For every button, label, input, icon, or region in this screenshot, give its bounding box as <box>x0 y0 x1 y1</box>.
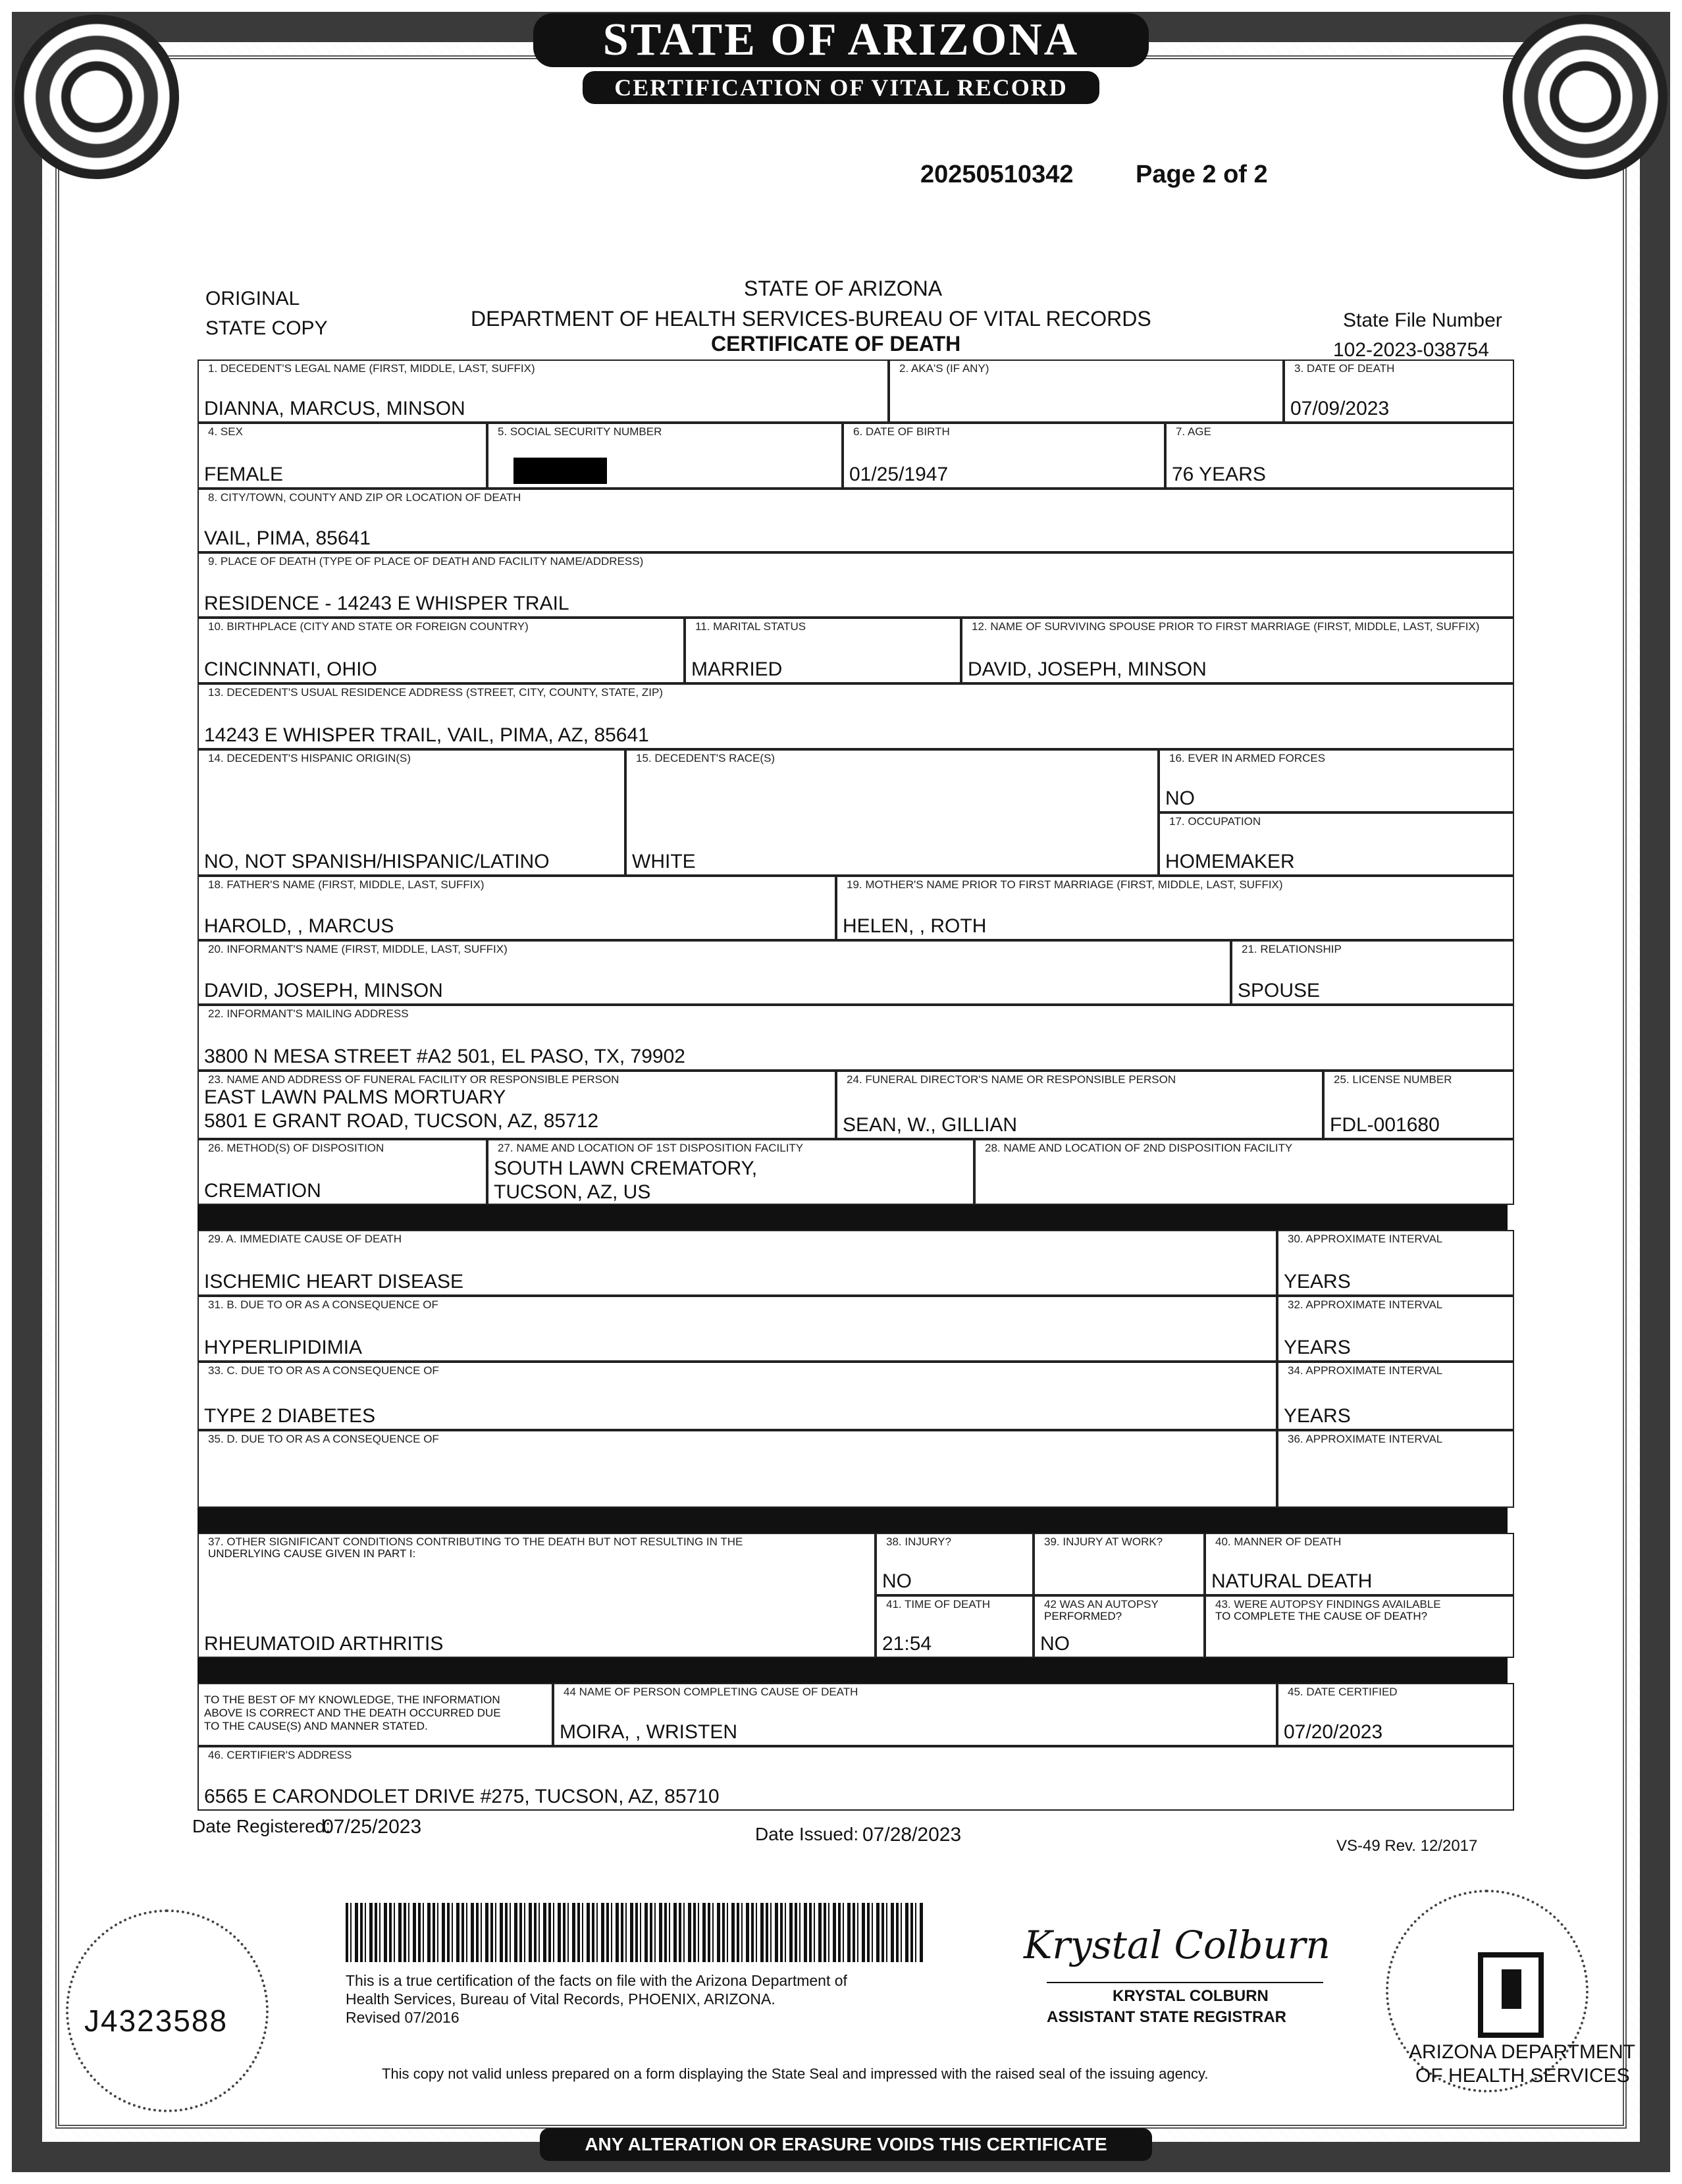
field-11-marital-status <box>685 618 961 683</box>
field-22-label: 22. INFORMANT'S MAILING ADDRESS <box>208 1007 409 1020</box>
section-divider-bar <box>197 1205 1508 1230</box>
signature-line <box>1047 1982 1323 1983</box>
field-23-value-line-1: EAST LAWN PALMS MORTUARY <box>204 1086 506 1108</box>
field-29-value: ISCHEMIC HEART DISEASE <box>204 1271 463 1292</box>
field-23-funeral-facility <box>197 1071 836 1139</box>
date-registered-label: Date Registered: <box>192 1816 331 1836</box>
field-3-value: 07/09/2023 <box>1290 398 1390 419</box>
field-12-label: 12. NAME OF SURVIVING SPOUSE PRIOR TO FIRST MARRIAGE (FIRST, MIDDLE, LAST, SUFFIX) <box>972 620 1480 633</box>
field-26-disposition-method <box>197 1139 487 1205</box>
field-16-armed-forces <box>1159 749 1514 812</box>
certificate-title: CERTIFICATE OF DEATH <box>711 332 961 356</box>
copy-type-original: ORIGINAL <box>205 288 300 309</box>
page-indicator: Page 2 of 2 <box>1136 161 1268 188</box>
field-21-value: SPOUSE <box>1238 980 1321 1001</box>
field-3-date-of-death <box>1284 360 1514 423</box>
field-16-label: 16. EVER IN ARMED FORCES <box>1169 752 1326 764</box>
field-40-manner-of-death <box>1205 1533 1514 1595</box>
field-28-second-disposition <box>974 1139 1514 1205</box>
field-19-value: HELEN, , ROTH <box>843 915 987 937</box>
field-1-legal-name <box>197 360 889 423</box>
field-6-date-of-birth <box>843 423 1165 489</box>
field-40-label: 40. MANNER OF DEATH <box>1215 1535 1342 1548</box>
registrar-name: KRYSTAL COLBURN <box>1113 1987 1269 2005</box>
field-5-label: 5. SOCIAL SECURITY NUMBER <box>498 425 662 438</box>
adhs-name-line-1: ARIZONA DEPARTMENT <box>1409 2041 1635 2063</box>
certification-text-line-2: Health Services, Bureau of Vital Records, PHOENIX, ARIZONA. <box>346 1990 775 2008</box>
record-number: 20250510342 <box>920 161 1074 188</box>
field-17-value: HOMEMAKER <box>1165 851 1295 872</box>
field-2-aka <box>889 360 1284 423</box>
field-15-label: 15. DECEDENT'S RACE(S) <box>636 752 775 764</box>
state-file-number: 102-2023-038754 <box>1333 339 1489 361</box>
field-17-label: 17. OCCUPATION <box>1169 815 1261 828</box>
field-44-value: MOIRA, , WRISTEN <box>560 1721 737 1743</box>
field-34-label: 34. APPROXIMATE INTERVAL <box>1288 1364 1443 1377</box>
field-6-value: 01/25/1947 <box>849 464 949 485</box>
field-10-birthplace <box>197 618 685 683</box>
certification-statement <box>197 1683 553 1746</box>
field-4-label: 4. SEX <box>208 425 243 438</box>
certification-text-line-3: Revised 07/2016 <box>346 2009 460 2026</box>
certification-statement-line-2: ABOVE IS CORRECT AND THE DEATH OCCURRED DUE <box>204 1707 501 1719</box>
field-13-value: 14243 E WHISPER TRAIL, VAIL, PIMA, AZ, 85641 <box>204 724 649 746</box>
field-44-label: 44 NAME OF PERSON COMPLETING CAUSE OF DEATH <box>564 1686 858 1698</box>
field-41-time-of-death <box>876 1595 1034 1658</box>
adhs-name-line-2: OF HEALTH SERVICES <box>1415 2065 1630 2087</box>
field-40-value: NATURAL DEATH <box>1211 1570 1373 1592</box>
field-13-label: 13. DECEDENT'S USUAL RESIDENCE ADDRESS (STREET, CITY, COUNTY, STATE, ZIP) <box>208 686 663 699</box>
field-41-value: 21:54 <box>882 1633 932 1655</box>
field-25-value: FDL-001680 <box>1330 1114 1440 1136</box>
field-39-label: 39. INJURY AT WORK? <box>1044 1535 1163 1548</box>
field-29-label: 29. A. IMMEDIATE CAUSE OF DEATH <box>208 1233 402 1245</box>
field-37-value: RHEUMATOID ARTHRITIS <box>204 1633 444 1655</box>
field-1-label: 1. DECEDENT'S LEGAL NAME (FIRST, MIDDLE, LAST, SUFFIX) <box>208 362 535 375</box>
field-23-label: 23. NAME AND ADDRESS OF FUNERAL FACILITY OR RESPONSIBLE PERSON <box>208 1073 619 1086</box>
field-36-interval <box>1277 1430 1514 1508</box>
field-8-label: 8. CITY/TOWN, COUNTY AND ZIP OR LOCATION OF DEATH <box>208 491 521 504</box>
barcode <box>346 1903 925 1962</box>
field-46-value: 6565 E CARONDOLET DRIVE #275, TUCSON, AZ, 85710 <box>204 1786 720 1807</box>
field-16-value: NO <box>1165 787 1195 809</box>
field-36-label: 36. APPROXIMATE INTERVAL <box>1288 1433 1443 1445</box>
field-14-label: 14. DECEDENT'S HISPANIC ORIGIN(S) <box>208 752 411 764</box>
field-28-label: 28. NAME AND LOCATION OF 2ND DISPOSITION FACILITY <box>985 1142 1293 1154</box>
field-29-immediate-cause <box>197 1230 1277 1296</box>
form-state-heading: STATE OF ARIZONA <box>744 277 943 300</box>
field-38-injury <box>876 1533 1034 1595</box>
field-24-label: 24. FUNERAL DIRECTOR'S NAME OR RESPONSIBLE PERSON <box>847 1073 1176 1086</box>
field-20-value: DAVID, JOSEPH, MINSON <box>204 980 443 1001</box>
field-15-value: WHITE <box>632 851 696 872</box>
field-27-label: 27. NAME AND LOCATION OF 1ST DISPOSITION FACILITY <box>498 1142 804 1154</box>
field-15-race <box>625 749 1159 876</box>
certification-text-line-1: This is a true certification of the facts on file with the Arizona Department of <box>346 1972 847 1989</box>
field-30-label: 30. APPROXIMATE INTERVAL <box>1288 1233 1443 1245</box>
date-issued-label: Date Issued: <box>755 1824 859 1844</box>
field-9-value: RESIDENCE - 14243 E WHISPER TRAIL <box>204 593 569 614</box>
field-7-label: 7. AGE <box>1176 425 1211 438</box>
field-24-funeral-director <box>836 1071 1323 1139</box>
banner-subtitle: CERTIFICATION OF VITAL RECORD <box>583 71 1099 104</box>
field-45-value: 07/20/2023 <box>1284 1721 1383 1743</box>
field-14-value: NO, NOT SPANISH/HISPANIC/LATINO <box>204 851 550 872</box>
field-31-cause-b <box>197 1296 1277 1362</box>
adhs-logo-icon <box>1478 1952 1544 2038</box>
field-32-interval <box>1277 1296 1514 1362</box>
copy-type-state: STATE COPY <box>205 317 328 339</box>
field-42-label-line-1: 42 WAS AN AUTOPSY <box>1044 1598 1159 1611</box>
field-33-label: 33. C. DUE TO OR AS A CONSEQUENCE OF <box>208 1364 439 1377</box>
field-10-value: CINCINNATI, OHIO <box>204 658 377 680</box>
field-17-occupation <box>1159 812 1514 876</box>
field-25-license-number <box>1323 1071 1514 1139</box>
field-25-label: 25. LICENSE NUMBER <box>1334 1073 1452 1086</box>
section-divider-bar <box>197 1508 1508 1533</box>
field-10-label: 10. BIRTHPLACE (CITY AND STATE OR FOREIGN COUNTRY) <box>208 620 529 633</box>
field-23-value-line-2: 5801 E GRANT ROAD, TUCSON, AZ, 85712 <box>204 1110 599 1132</box>
registrar-title: ASSISTANT STATE REGISTRAR <box>1047 2008 1287 2026</box>
field-19-label: 19. MOTHER'S NAME PRIOR TO FIRST MARRIAGE (FIRST, MIDDLE, LAST, SUFFIX) <box>847 878 1283 891</box>
certification-statement-line-3: TO THE CAUSE(S) AND MANNER STATED. <box>204 1720 428 1732</box>
field-7-age <box>1165 423 1514 489</box>
validity-note: This copy not valid unless prepared on a form displaying the State Seal and impressed with the raised seal of the issuing agency. <box>382 2065 1209 2082</box>
corner-rosette-top-left <box>14 14 179 179</box>
field-42-value: NO <box>1040 1633 1070 1655</box>
field-46-label: 46. CERTIFIER'S ADDRESS <box>208 1749 352 1761</box>
field-11-value: MARRIED <box>691 658 783 680</box>
state-file-label: State File Number <box>1343 309 1502 331</box>
field-26-label: 26. METHOD(S) OF DISPOSITION <box>208 1142 384 1154</box>
field-26-value: CREMATION <box>204 1180 321 1202</box>
bottom-warning-banner: ANY ALTERATION OR ERASURE VOIDS THIS CERTIFICATE <box>540 2128 1152 2161</box>
date-issued: 07/28/2023 <box>862 1824 962 1846</box>
field-9-place-of-death <box>197 552 1514 618</box>
field-43-label-line-2: TO COMPLETE THE CAUSE OF DEATH? <box>1215 1610 1428 1622</box>
field-44-certifier-name <box>553 1683 1277 1746</box>
field-33-value: TYPE 2 DIABETES <box>204 1405 376 1427</box>
field-4-value: FEMALE <box>204 464 284 485</box>
date-registered: 07/25/2023 <box>323 1816 422 1838</box>
department-heading: DEPARTMENT OF HEALTH SERVICES-BUREAU OF VITAL RECORDS <box>471 307 1151 331</box>
section-divider-bar <box>197 1658 1508 1683</box>
field-35-cause-d <box>197 1430 1277 1508</box>
field-37-other-conditions <box>197 1533 876 1658</box>
field-34-interval <box>1277 1362 1514 1430</box>
field-35-label: 35. D. DUE TO OR AS A CONSEQUENCE OF <box>208 1433 439 1445</box>
form-revision: VS-49 Rev. 12/2017 <box>1336 1837 1478 1855</box>
field-18-value: HAROLD, , MARCUS <box>204 915 394 937</box>
certification-statement-line-1: TO THE BEST OF MY KNOWLEDGE, THE INFORMATION <box>204 1693 500 1706</box>
field-31-label: 31. B. DUE TO OR AS A CONSEQUENCE OF <box>208 1298 438 1311</box>
ssn-redaction <box>513 458 607 484</box>
field-27-value-line-2: TUCSON, AZ, US <box>494 1181 651 1203</box>
field-38-label: 38. INJURY? <box>886 1535 951 1548</box>
field-37-label-line-1: 37. OTHER SIGNIFICANT CONDITIONS CONTRIBUTING TO THE DEATH BUT NOT RESULTING IN THE <box>208 1535 743 1548</box>
field-12-value: DAVID, JOSEPH, MINSON <box>968 658 1207 680</box>
field-38-value: NO <box>882 1570 912 1592</box>
field-22-value: 3800 N MESA STREET #A2 501, EL PASO, TX, 79902 <box>204 1046 685 1067</box>
field-8-location-of-death <box>197 489 1514 552</box>
field-24-value: SEAN, W., GILLIAN <box>843 1114 1018 1136</box>
field-32-label: 32. APPROXIMATE INTERVAL <box>1288 1298 1443 1311</box>
field-46-certifier-address <box>197 1746 1514 1811</box>
field-42-autopsy <box>1034 1595 1205 1658</box>
field-12-surviving-spouse <box>961 618 1514 683</box>
field-43-autopsy-findings <box>1205 1595 1514 1658</box>
field-22-informant-address <box>197 1005 1514 1071</box>
field-2-label: 2. AKA'S (IF ANY) <box>899 362 989 375</box>
document-serial: J4323588 <box>84 2004 228 2038</box>
field-19-mother-name <box>836 876 1514 940</box>
field-20-label: 20. INFORMANT'S NAME (FIRST, MIDDLE, LAST, SUFFIX) <box>208 943 508 955</box>
field-18-father-name <box>197 876 836 940</box>
field-3-label: 3. DATE OF DEATH <box>1294 362 1395 375</box>
field-45-label: 45. DATE CERTIFIED <box>1288 1686 1398 1698</box>
field-41-label: 41. TIME OF DEATH <box>886 1598 991 1611</box>
corner-rosette-top-right <box>1503 14 1668 179</box>
field-13-residence-address <box>197 683 1514 749</box>
field-27-first-disposition <box>487 1139 974 1205</box>
field-6-label: 6. DATE OF BIRTH <box>853 425 950 438</box>
field-37-label-line-2: UNDERLYING CAUSE GIVEN IN PART I: <box>208 1547 416 1560</box>
field-18-label: 18. FATHER'S NAME (FIRST, MIDDLE, LAST, SUFFIX) <box>208 878 485 891</box>
field-7-value: 76 YEARS <box>1172 464 1266 485</box>
field-21-label: 21. RELATIONSHIP <box>1242 943 1342 955</box>
field-14-hispanic-origin <box>197 749 625 876</box>
field-21-relationship <box>1231 940 1514 1005</box>
field-39-injury-at-work <box>1034 1533 1205 1595</box>
field-43-label-line-1: 43. WERE AUTOPSY FINDINGS AVAILABLE <box>1215 1598 1441 1611</box>
field-20-informant-name <box>197 940 1231 1005</box>
banner-title: STATE OF ARIZONA <box>533 13 1149 67</box>
field-32-value: YEARS <box>1284 1337 1351 1358</box>
field-34-value: YEARS <box>1284 1405 1351 1427</box>
registrar-signature: Krystal Colburn <box>1024 1923 1330 1967</box>
field-1-value: DIANNA, MARCUS, MINSON <box>204 398 465 419</box>
field-42-label-line-2: PERFORMED? <box>1044 1610 1122 1622</box>
field-27-value-line-1: SOUTH LAWN CREMATORY, <box>494 1158 758 1179</box>
field-33-cause-c <box>197 1362 1277 1430</box>
field-30-value: YEARS <box>1284 1271 1351 1292</box>
field-4-sex <box>197 423 487 489</box>
field-9-label: 9. PLACE OF DEATH (TYPE OF PLACE OF DEATH AND FACILITY NAME/ADDRESS) <box>208 555 644 568</box>
field-11-label: 11. MARITAL STATUS <box>695 620 806 633</box>
field-31-value: HYPERLIPIDIMIA <box>204 1337 363 1358</box>
field-8-value: VAIL, PIMA, 85641 <box>204 527 371 549</box>
field-30-interval <box>1277 1230 1514 1296</box>
field-45-date-certified <box>1277 1683 1514 1746</box>
